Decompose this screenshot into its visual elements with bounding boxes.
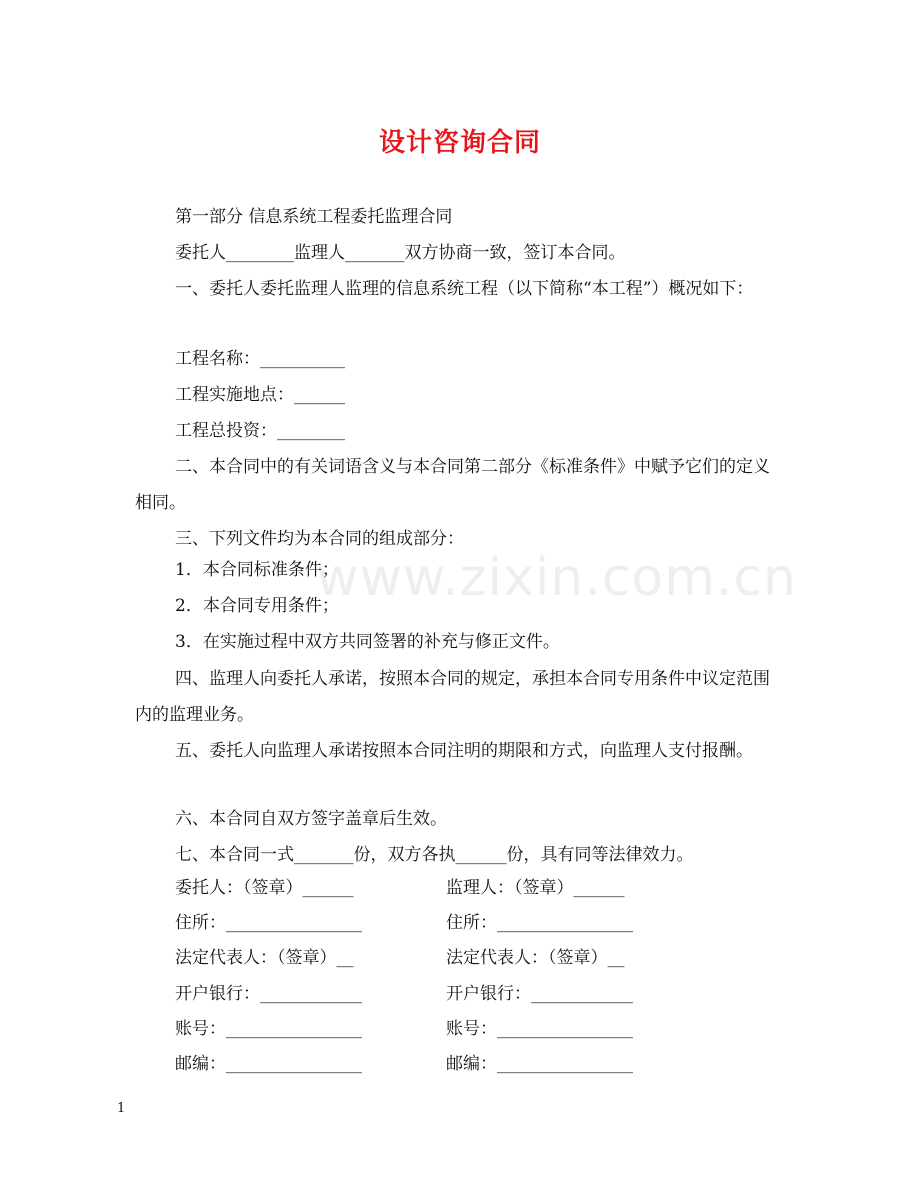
project-investment-field: 工程总投资：________ <box>175 421 345 441</box>
supervisor-bank-line: 开户银行：____________ <box>446 984 633 1004</box>
project-name-field: 工程名称：__________ <box>175 349 345 369</box>
list-item-3: 3．在实施过程中双方共同签署的补充与修正文件。 <box>175 632 560 652</box>
supervisor-signature-line: 监理人：（签章）______ <box>446 878 625 898</box>
client-postcode-line: 邮编：________________ <box>175 1054 362 1074</box>
list-item-1: 1．本合同标准条件； <box>175 560 339 580</box>
page-number: 1 <box>117 1101 126 1116</box>
intro-paragraph: 委托人________监理人_______双方协商一致，签订本合同。 <box>175 243 626 263</box>
client-account-line: 账号：________________ <box>175 1019 362 1039</box>
clause-2: 二、本合同中的有关词语含义与本合同第二部分《标准条件》中赋予它们的定义相同。 <box>135 457 770 513</box>
supervisor-address-line: 住所：________________ <box>446 913 633 933</box>
clause-4: 四、监理人向委托人承诺，按照本合同的规定，承担本合同专用条件中议定范围内的监理业务。 <box>135 669 770 725</box>
project-location-field: 工程实施地点：______ <box>175 385 345 405</box>
clause-1: 一、委托人委托监理人监理的信息系统工程（以下简称“本工程”）概况如下： <box>175 279 754 299</box>
supervisor-representative-line: 法定代表人：（签章）__ <box>446 948 625 968</box>
client-address-line: 住所：________________ <box>175 913 362 933</box>
client-bank-line: 开户银行：____________ <box>175 984 362 1004</box>
clause-6: 六、本合同自双方签字盖章后生效。 <box>175 809 447 829</box>
clause-3: 三、下列文件均为本合同的组成部分： <box>175 529 464 549</box>
watermark: www.zixin.com.cn <box>316 548 797 608</box>
clause-5: 五、委托人向监理人承诺按照本合同注明的期限和方式，向监理人支付报酬。 <box>175 741 753 761</box>
supervisor-account-line: 账号：________________ <box>446 1019 633 1039</box>
supervisor-postcode-line: 邮编：________________ <box>446 1054 633 1074</box>
part-heading: 第一部分 信息系统工程委托监理合同 <box>175 207 453 227</box>
client-representative-line: 法定代表人：（签章）__ <box>175 948 354 968</box>
client-signature-line: 委托人：（签章）______ <box>175 878 354 898</box>
clause-7: 七、本合同一式_______份，双方各执______份，具有同等法律效力。 <box>175 845 694 865</box>
document-title: 设计咨询合同 <box>378 128 541 158</box>
list-item-2: 2．本合同专用条件； <box>175 596 339 616</box>
